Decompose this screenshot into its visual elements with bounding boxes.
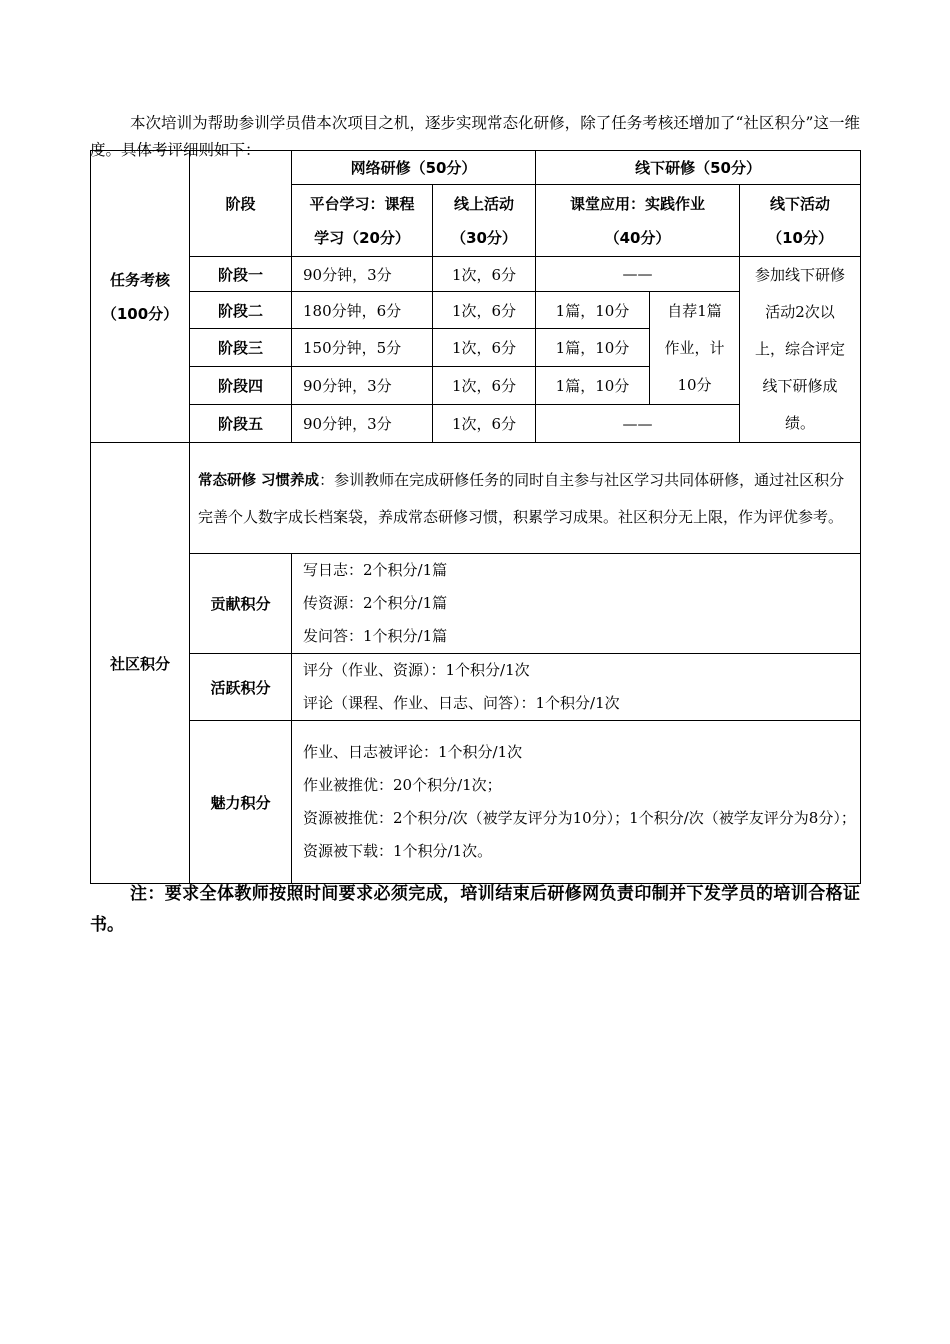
rule-line: 资源被下载：1个积分/1次。: [303, 842, 493, 860]
rule-line: 评论（课程、作业、日志、问答）：1个积分/1次: [303, 694, 620, 712]
table-row: [91, 151, 861, 185]
footer-note: 注：要求全体教师按照时间要求必须完成，培训结束后研修网负责印制并下发学员的培训合格证书。: [90, 884, 860, 935]
assessment-table: [90, 150, 861, 884]
community-desc-lead: 常态研修 习惯养成: [198, 472, 320, 489]
stage-online-value: 1次，6分: [433, 366, 536, 404]
charm-points-label: 魅力积分: [190, 721, 292, 884]
rule-line: 传资源：2个积分/1篇: [303, 594, 448, 612]
stage-classroom-value: 1篇，10分: [536, 292, 650, 329]
stage-online-value: 1次，6分: [433, 329, 536, 366]
task-assessment-label: 任务考核 （100分）: [91, 151, 190, 443]
community-points-label: 社区积分: [91, 443, 190, 884]
stage-online-value: 1次，6分: [433, 292, 536, 329]
online-activity-header: 线上活动 （30分）: [433, 185, 536, 257]
stage-platform-value: 90分钟，3分: [292, 366, 433, 404]
stage-classroom-value: ——: [536, 405, 740, 443]
offline-activity-note: 参加线下研修 活动2次以 上，综合评定 线下研修成 绩。: [740, 257, 861, 443]
table-row: [91, 554, 861, 654]
activity-rules: [292, 654, 861, 721]
classroom-practice-header: 课堂应用：实践作业 （40分）: [536, 185, 740, 257]
rule-line: 资源被推优：2个积分/次（被学友评分为10分）；1个积分/次（被学友评分为8分）；: [303, 809, 856, 827]
rule-line: 作业、日志被评论：1个积分/1次: [303, 743, 523, 761]
table-row: [91, 257, 861, 292]
stage-name: 阶段五: [190, 405, 292, 443]
online-training-header: 网络研修（50分）: [292, 151, 536, 185]
stage-platform-value: 150分钟，5分: [292, 329, 433, 366]
stage-classroom-value: 1篇，10分: [536, 366, 650, 404]
platform-study-header: 平台学习：课程 学习（20分）: [292, 185, 433, 257]
offline-training-header: 线下研修（50分）: [536, 151, 861, 185]
intro-paragraph: 本次培训为帮助参训学员借本次项目之机，逐步实现常态化研修，除了任务考核还增加了“社区积分”这一维度。具体考评细则如下：: [90, 113, 860, 159]
table-row: [91, 654, 861, 721]
stage-platform-value: 90分钟，3分: [292, 257, 433, 292]
community-desc-text: ：参训教师在完成研修任务的同时自主参与社区学习共同体研修，通过社区积分完善个人数字成长档案袋，养成常态研修习惯，积累学习成果。社区积分无上限，作为评优参考。: [198, 470, 845, 526]
stage-classroom-value: 1篇，10分: [536, 329, 650, 366]
stage-online-value: 1次，6分: [433, 257, 536, 292]
offline-activity-header: 线下活动 （10分）: [740, 185, 861, 257]
stage-name: 阶段一: [190, 257, 292, 292]
stage-name: 阶段三: [190, 329, 292, 366]
table-row: [91, 721, 861, 884]
stage-name: 阶段二: [190, 292, 292, 329]
stage-online-value: 1次，6分: [433, 405, 536, 443]
community-description: [190, 443, 861, 554]
rule-line: 写日志：2个积分/1篇: [303, 561, 448, 579]
rule-line: 评分（作业、资源）：1个积分/1次: [303, 661, 530, 679]
stage-classroom-value: ——: [536, 257, 740, 292]
stage-name: 阶段四: [190, 366, 292, 404]
activity-points-label: 活跃积分: [190, 654, 292, 721]
stage-platform-value: 180分钟，6分: [292, 292, 433, 329]
stage-platform-value: 90分钟，3分: [292, 405, 433, 443]
contribution-points-label: 贡献积分: [190, 554, 292, 654]
charm-rules: [292, 721, 861, 884]
stage-header: 阶段: [190, 151, 292, 257]
rule-line: 发问答：1个积分/1篇: [303, 627, 448, 645]
self-recommend-note: 自荐1篇 作业，计 10分: [650, 292, 740, 405]
contribution-rules: [292, 554, 861, 654]
table-row: [91, 443, 861, 554]
rule-line: 作业被推优：20个积分/1次；: [303, 776, 502, 794]
